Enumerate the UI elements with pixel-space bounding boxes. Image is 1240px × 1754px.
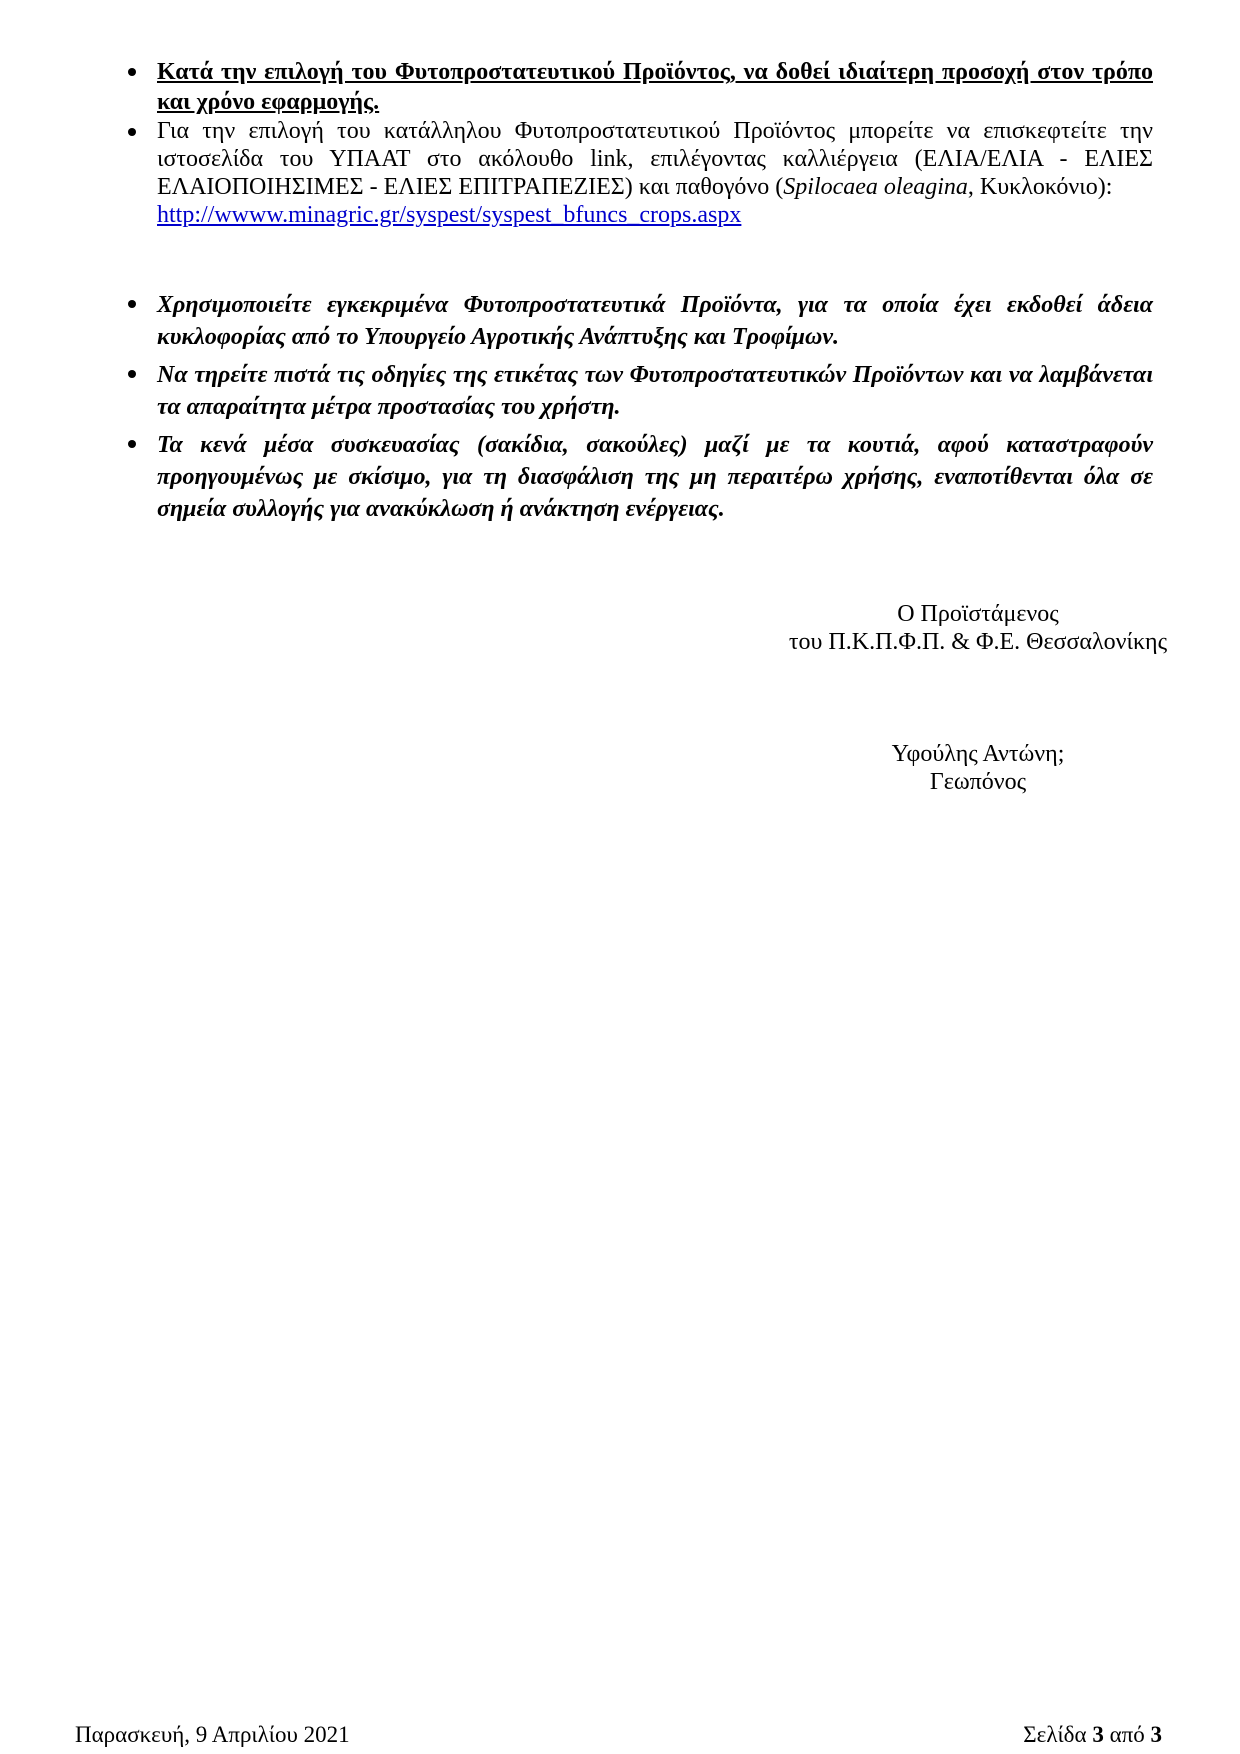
list-item-approved-products [127, 289, 1153, 353]
bullet-icon [128, 300, 136, 308]
bullet-list-section [127, 57, 1153, 531]
list-item-empty-packaging [127, 429, 1153, 525]
bullet-text: Να τηρείτε πιστά τις οδηγίες της ετικέτας των Φυτοπροστατευτικών Προϊόντων και να λαμβάνεται τα απαραίτητα μέτρα προστασίας του χρήστη. [157, 362, 1153, 420]
signature-department: του Π.Κ.Π.Φ.Π. & Φ.Ε. Θεσσαλονίκης [788, 629, 1168, 655]
signatory-role: Γεωπόνος [929, 769, 1027, 795]
page-label-prefix: Σελίδα [1023, 1722, 1087, 1747]
link-line [157, 201, 1153, 229]
bullet-text-tail: , Κυκλοκόνιο): [967, 174, 1113, 200]
external-link[interactable]: http://wwww.minagric.gr/syspest/syspest_bfuncs_crops.aspx [157, 202, 742, 228]
list-item-label-instructions [127, 359, 1153, 423]
page-total: 3 [1150, 1722, 1162, 1747]
bullet-text: Τα κενά μέσα συσκευασίας (σακίδια, σακούλες) μαζί με τα κουτιά, αφού καταστραφούν προηγουμένως με σκίσιμο, για τη διασφάλιση της μη περαιτέρω χρήσης, εναποτίθενται όλα σε σημεία συλλογής για ανακύκλωση ή ανάκτηση ενέργειας. [157, 432, 1153, 522]
bullet-icon [128, 440, 136, 448]
bullet-text: Χρησιμοποιείτε εγκεκριμένα Φυτοπροστατευτικά Προϊόντα, για τα οποία έχει εκδοθεί άδεια κυκλοφορίας από το Υπουργείο Αγροτικής Ανάπτυξης και Τροφίμων. [157, 292, 1153, 350]
signature-block [728, 600, 1228, 656]
bullet-icon [128, 370, 136, 378]
bullet-list [127, 57, 1153, 525]
signature-title: Ο Προϊστάμενος [897, 601, 1059, 627]
bullet-icon [128, 128, 136, 136]
page-number: 3 [1092, 1722, 1104, 1747]
footer-date: Παρασκευή, 9 Απριλίου 2021 [75, 1722, 350, 1747]
signatory-block [728, 740, 1228, 796]
bullet-text-main: Για την επιλογή του κατάλληλου Φυτοπροστατευτικού Προϊόντος μπορείτε να επισκεφτείτε την ιστοσελίδα του ΥΠΑΑΤ στο ακόλουθο link, επιλέγοντας καλλιέργεια (ΕΛΙΑ/ΕΛΙΑ - ΕΛΙΕΣ ΕΛΑΙΟΠΟΙΗΣΙΜΕΣ - ΕΛΙΕΣ ΕΠΙΤΡΑΠΕΖΙΕΣ) και παθογόνο ( [157, 118, 1153, 200]
species-name-italic: Spilocaea oleagina [783, 174, 968, 200]
bullet-text: Κατά την επιλογή του Φυτοπροστατευτικού Προϊόντος, να δοθεί ιδιαίτερη προσοχή στον τρόπο και χρόνο εφαρμογής. [157, 59, 1153, 115]
list-item-product-selection [127, 117, 1153, 229]
signatory-name: Υφούλης Αντώνη; [891, 741, 1065, 767]
page-indicator [1023, 1722, 1162, 1748]
page-label-middle: από [1109, 1722, 1145, 1747]
footer [75, 1722, 1162, 1748]
list-item-application-timing [127, 57, 1153, 117]
bullet-icon [128, 68, 136, 76]
bullet-text [157, 117, 1153, 201]
